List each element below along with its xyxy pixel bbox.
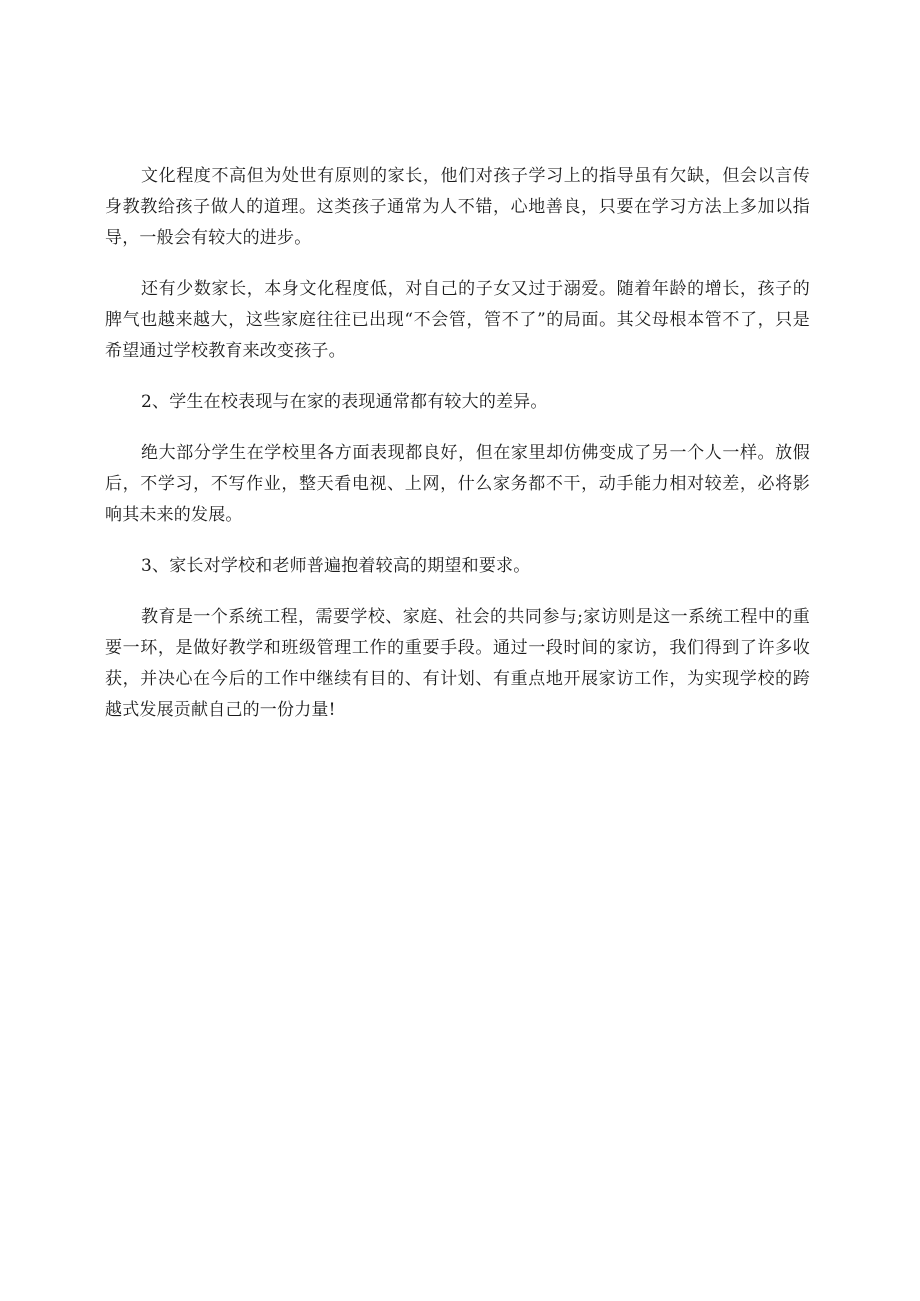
paragraph-doting-parents: 还有少数家长，本身文化程度低，对自己的子女又过于溺爱。随着年龄的增长，孩子的脾气也越来越大，这些家庭往往已出现“不会管，管不了”的局面。其父母根本管不了，只是希望通过学校教育来改变孩子。 bbox=[105, 279, 810, 361]
section-heading-3: 3、家长对学校和老师普遍抱着较高的期望和要求。 bbox=[141, 556, 531, 576]
paragraph-parent-guidance: 文化程度不高但为处世有原则的家长，他们对孩子学习上的指导虽有欠缺，但会以言传身教教给孩子做人的道理。这类孩子通常为人不错，心地善良，只要在学习方法上多加以指导，一般会有较大的进步。 bbox=[105, 166, 810, 248]
document-body bbox=[105, 161, 810, 746]
section-heading-2: 2、学生在校表现与在家的表现通常都有较大的差异。 bbox=[141, 392, 548, 412]
paragraph-conclusion: 教育是一个系统工程，需要学校、家庭、社会的共同参与;家访则是这一系统工程中的重要一环，是做好教学和班级管理工作的重要手段。通过一段时间的家访，我们得到了许多收获，并决心在今后的工作中继续有目的、有计划、有重点地开展家访工作，为实现学校的跨越式发展贡献自己的一份力量! bbox=[105, 607, 810, 720]
paragraph-home-behavior: 绝大部分学生在学校里各方面表现都良好，但在家里却仿佛变成了另一个人一样。放假后，不学习，不写作业，整天看电视、上网，什么家务都不干，动手能力相对较差，必将影响其未来的发展。 bbox=[105, 443, 810, 525]
